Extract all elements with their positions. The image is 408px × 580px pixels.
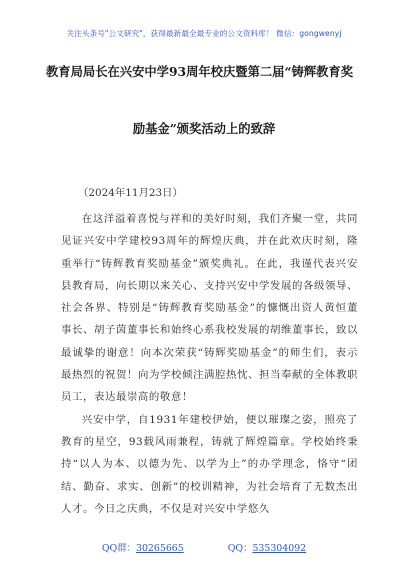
qq-label: QQ： [227, 543, 253, 554]
speech-date: （2024年11月23日） [78, 187, 183, 199]
header-note: 关注头条号"公文研究"，获得最新最全最专业的公文资料库！ 微信：gongwenyj [66, 29, 342, 38]
qq-number[interactable]: 535304092 [252, 543, 307, 554]
document-title-line-1: 教育局局长在兴安中学93周年校庆暨第二届“铸辉教育奖 [46, 64, 354, 79]
qq-group-number[interactable]: 30265665 [136, 543, 184, 554]
paragraph-2: 兴安中学，自1931年建校伊始，便以璀璨之姿，照亮了教育的星空，93载风雨兼程，铸就了辉煌篇章。学校始终秉持“以人为本、以德为先、以学为上”的办学理念，恪守“团结、勤奋、求实、创新”的校训精神，为社会培育了无数杰出人才。今日之庆典，不仅是对兴安中学悠久 [61, 413, 358, 515]
qq-group-label: QQ群： [101, 543, 136, 554]
speech-body [61, 208, 358, 520]
document-title-line-2: 励基金”颁奖活动上的致辞 [132, 121, 276, 136]
page-footer [0, 540, 408, 554]
paragraph-1: 在这洋溢着喜悦与祥和的美好时刻，我们齐聚一堂，共同见证兴安中学建校93周年的辉煌庆典，并在此欢庆时刻，隆重举行“铸辉教育奖励基金”颁奖典礼。在此，我谨代表兴安县教育局，向长期以来关心、支持兴安中学发展的各级领导、社会各界、特别是“铸辉教育奖励基金”的慷慨出资人黄恒董事长、胡子茵董事长和始终心系我校发展的胡维董事长，致以最诚挚的谢意！向本次荣获“铸辉奖励基金”的师生们，表示最热烈的祝贺！向为学校倾注满腔热忱、担当奉献的全体教职员工，表达最崇高的敬意！ [61, 213, 358, 404]
